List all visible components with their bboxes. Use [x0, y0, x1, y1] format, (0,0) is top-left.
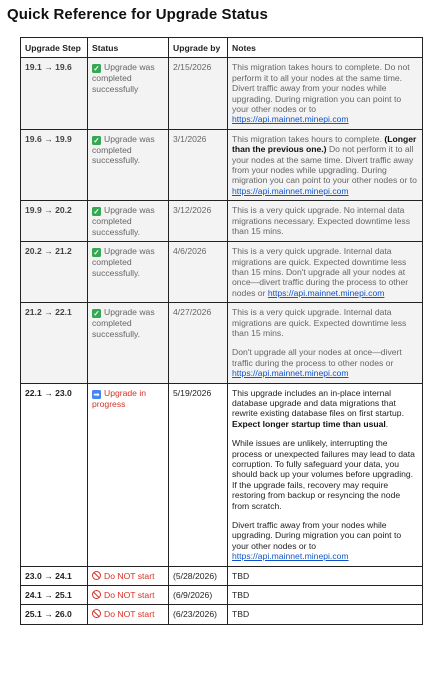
notes-cell — [228, 201, 423, 242]
notes-cell — [228, 58, 423, 129]
prohibited-icon — [92, 571, 101, 580]
upgrade-by-cell: 5/19/2026 — [169, 383, 228, 566]
notes-text: This is a very quick upgrade. Internal data migrations are quick. Expected downtime less than 15 mins. Don't upgrade all your nodes at once—divert traffic during the process to other nodes or — [232, 246, 409, 298]
upgrade-step-cell: 23.0 → 24.1 — [21, 566, 88, 585]
status-cell — [88, 129, 169, 200]
page-title: Quick Reference for Upgrade Status — [7, 6, 268, 23]
notes-cell — [228, 303, 423, 383]
notes-cell: TBD — [228, 566, 423, 585]
table-row — [21, 129, 423, 200]
upgrade-by-cell: (6/23/2026) — [169, 605, 228, 624]
table-row — [21, 303, 423, 383]
upgrade-step-cell: 21.2 → 22.1 — [21, 303, 88, 383]
table-row — [21, 586, 423, 605]
status-cell — [88, 58, 169, 129]
upgrade-step-cell: 19.9 → 20.2 — [21, 201, 88, 242]
status-text: Upgrade was completed successfully — [92, 62, 155, 94]
check-box-icon: ✓ — [93, 135, 100, 145]
prohibited-icon — [92, 590, 101, 599]
table-row — [21, 383, 423, 566]
status-text: Upgrade was completed successfully. — [92, 205, 155, 237]
upgrade-by-cell: 4/27/2026 — [169, 303, 228, 383]
upgrade-by-cell: 3/1/2026 — [169, 129, 228, 200]
notes-cell: TBD — [228, 586, 423, 605]
notes-cell: This upgrade includes an in-place internal database upgrade and data migrations that rewrite existing database files on first startup. Expect longer startup time than usual. While issues are unlikely, interrupting the process or unexpected failures may lead to data corruption. To fully safeguard your data, you should back up your volumes before upgrading. If the upgrade fails, recovery may require restoring from backup or resyncing the node from scratch. Divert traffic away from your nodes while upgrading. During migration you can point to your other nodes or to https://api.mainnet.minepi.com — [228, 383, 423, 566]
table-row — [21, 605, 423, 624]
api-link[interactable]: https://api.mainnet.minepi.com — [232, 114, 349, 125]
notes-cell: TBD — [228, 605, 423, 624]
status-text: Upgrade was completed successfully. — [92, 307, 155, 339]
status-text: Do NOT start — [104, 609, 155, 620]
table-row — [21, 201, 423, 242]
upgrade-by-cell: 4/6/2026 — [169, 242, 228, 303]
notes-emphasis: (Longer than the previous one.) — [232, 133, 417, 155]
notes-emphasis: Expect longer startup time than usual — [232, 418, 386, 429]
table-row — [21, 242, 423, 303]
notes-cell — [228, 242, 423, 303]
status-text: Upgrade was completed successfully. — [92, 133, 155, 166]
status-text: Upgrade was completed successfully. — [92, 246, 155, 278]
status-text: Do NOT start — [104, 570, 155, 581]
table-row — [21, 58, 423, 129]
prohibited-icon — [92, 609, 101, 618]
upgrade-by-cell: (6/9/2026) — [169, 586, 228, 605]
table-header-row — [21, 38, 423, 58]
upgrade-step-cell: 22.1 → 23.0 — [21, 383, 88, 566]
status-cell — [88, 566, 169, 585]
status-cell — [88, 586, 169, 605]
header-status: Status — [88, 38, 169, 58]
table-row — [21, 566, 423, 585]
header-notes: Notes — [228, 38, 423, 58]
api-link[interactable]: https://api.mainnet.minepi.com — [232, 368, 349, 379]
status-cell — [88, 303, 169, 383]
arrow-box-icon: ➡ — [93, 389, 100, 399]
header-upgrade-by: Upgrade by — [169, 38, 228, 58]
notes-text: While issues are unlikely, interrupting the process or unexpected failures may lead to data corruption. To fully safeguard your data, you should back up your volumes before upgrading. If the upgrade fails, recovery may require restoring from backup or resyncing the node from scratch. — [232, 438, 415, 511]
check-box-icon: ✓ — [93, 207, 100, 217]
upgrade-step-cell: 25.1 → 26.0 — [21, 605, 88, 624]
upgrade-by-cell: 2/15/2026 — [169, 58, 228, 129]
check-box-icon: ✓ — [93, 64, 100, 74]
status-cell — [88, 605, 169, 624]
status-cell — [88, 201, 169, 242]
upgrade-step-cell: 19.1 → 19.6 — [21, 58, 88, 129]
upgrade-by-cell: (5/28/2026) — [169, 566, 228, 585]
upgrade-status-table — [20, 37, 423, 625]
status-text: Do NOT start — [104, 590, 155, 601]
upgrade-step-cell: 20.2 → 21.2 — [21, 242, 88, 303]
api-link[interactable]: https://api.mainnet.minepi.com — [267, 287, 385, 298]
notes-text: Don't upgrade all your nodes at once—divert traffic during the process to other nodes or — [232, 347, 402, 368]
header-upgrade-step: Upgrade Step — [21, 38, 88, 58]
notes-text: This is a very quick upgrade. Internal data migrations are quick. Expected downtime less than 15 mins. — [232, 307, 407, 338]
notes-cell — [228, 129, 423, 200]
api-link[interactable]: https://api.mainnet.minepi.com — [232, 185, 349, 196]
notes-text: This migration takes hours to complete. — [232, 133, 382, 144]
notes-text: This upgrade includes an in-place internal database upgrade and data migrations that rewrite existing database files on first startup. — [232, 387, 404, 419]
api-link[interactable]: https://api.mainnet.minepi.com — [232, 551, 349, 562]
status-text: Upgrade in progress — [92, 387, 147, 409]
upgrade-step-cell: 19.6 → 19.9 — [21, 129, 88, 200]
upgrade-by-cell: 3/12/2026 — [169, 201, 228, 242]
check-box-icon: ✓ — [93, 309, 100, 319]
status-cell — [88, 383, 169, 566]
notes-text: Do not perform it to all your nodes at the same time. Divert traffic away from your nodes while upgrading. During migration you can point to your other nodes or to — [232, 144, 417, 186]
upgrade-step-cell: 24.1 → 25.1 — [21, 586, 88, 605]
status-cell — [88, 242, 169, 303]
notes-text: This migration takes hours to complete. Do not perform it to all your nodes at the same time. Divert traffic away from your nodes while upgrading. During migration you can point to your other nodes or to — [232, 62, 410, 115]
notes-text: Divert traffic away from your nodes while upgrading. During migration you can point to your other nodes or to — [232, 520, 402, 551]
notes-text: This is a very quick upgrade. No internal data migrations necessary. Expected downtime less than 15 mins. — [232, 205, 411, 237]
check-box-icon: ✓ — [93, 248, 100, 258]
